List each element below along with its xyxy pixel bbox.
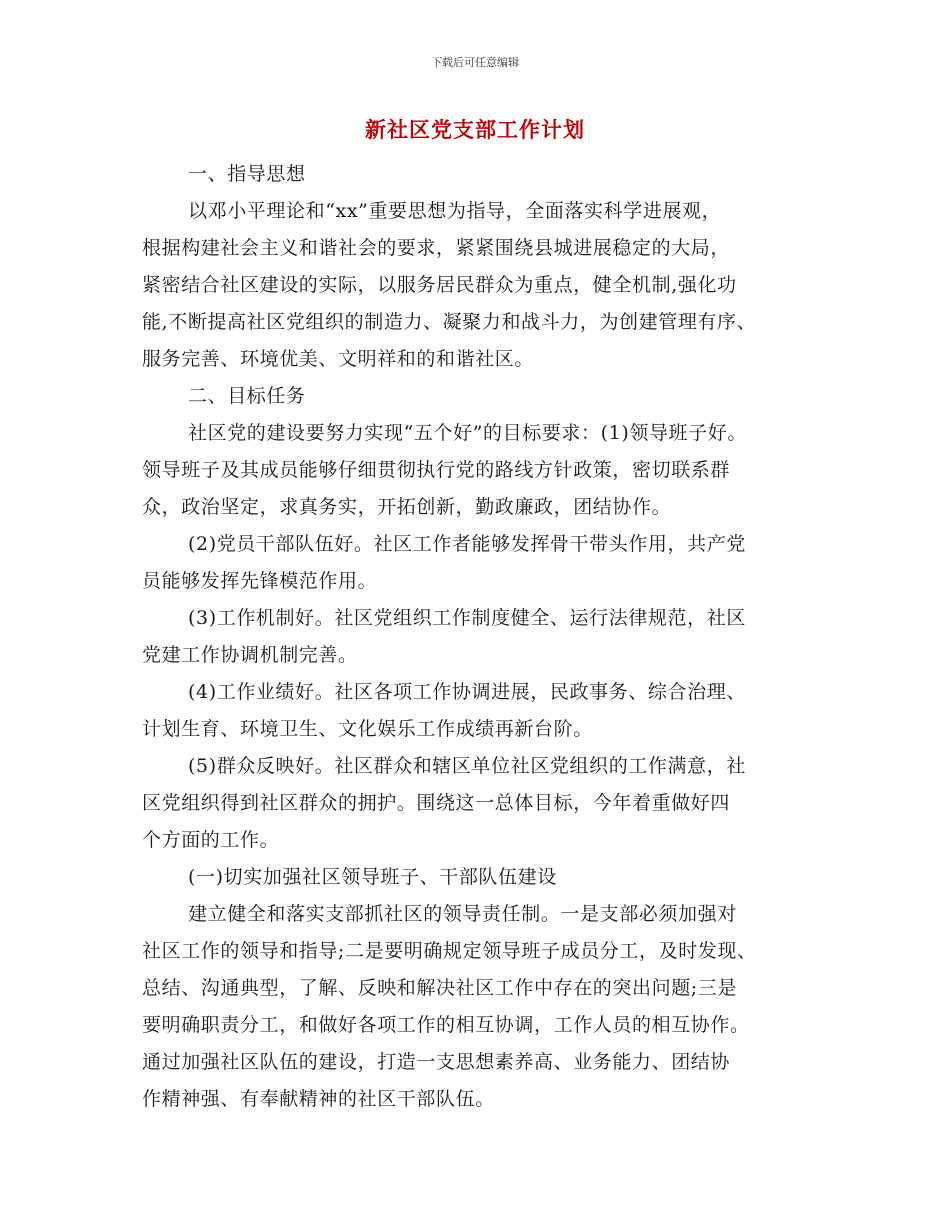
text-line: 个方面的工作。 <box>142 829 280 851</box>
text-line: 社区党的建设要努力实现“五个好”的目标要求：(1)领导班子好。 <box>188 422 747 444</box>
text-line: 作精神强、有奉献精神的社区干部队伍。 <box>142 1088 495 1110</box>
text-line: 领导班子及其成员能够仔细贯彻执行党的路线方针政策，密切联系群 <box>142 459 731 481</box>
text-line: 根据构建社会主义和谐社会的要求，紧紧围绕县城进展稳定的大局， <box>142 237 731 259</box>
text-line: 一、指导思想 <box>188 163 306 185</box>
text-line: (一)切实加强社区领导班子、干部队伍建设 <box>188 866 557 888</box>
text-line: (4)工作业绩好。社区各项工作协调进展，民政事务、综合治理、 <box>188 681 746 703</box>
text-line: 计划生育、环境卫生、文化娱乐工作成绩再新台阶。 <box>142 718 593 740</box>
text-line: 紧密结合社区建设的实际，以服务居民群众为重点，健全机制,强化功 <box>142 274 737 296</box>
header-note: 下载后可任意编辑 <box>431 56 519 69</box>
text-line: (5)群众反映好。社区群众和辖区单位社区党组织的工作满意，社 <box>188 755 746 777</box>
text-line: (3)工作机制好。社区党组织工作制度健全、运行法律规范，社区 <box>188 607 746 629</box>
document-title: 新社区党支部工作计划 <box>365 117 585 142</box>
text-line: 总结、沟通典型，了解、反映和解决社区工作中存在的突出问题;三是 <box>142 977 738 999</box>
text-line: 二、目标任务 <box>188 385 306 407</box>
text-line: 区党组织得到社区群众的拥护。围绕这一总体目标，今年着重做好四 <box>142 792 731 814</box>
text-line: 员能够发挥先锋模范作用。 <box>142 570 378 592</box>
text-line: 党建工作协调机制完善。 <box>142 644 358 666</box>
text-line: 众，政治坚定，求真务实，开拓创新，勤政廉政，团结协作。 <box>142 496 672 518</box>
text-line: 通过加强社区队伍的建设，打造一支思想素养高、业务能力、团结协 <box>142 1051 731 1073</box>
text-line: 以邓小平理论和“xx”重要思想为指导，全面落实科学进展观， <box>188 200 722 222</box>
text-line: 服务完善、环境优美、文明祥和的和谐社区。 <box>142 348 535 370</box>
text-line: 要明确职责分工，和做好各项工作的相互协调，工作人员的相互协作。 <box>142 1014 750 1036</box>
text-line: 建立健全和落实支部抓社区的领导责任制。一是支部必须加强对 <box>188 903 737 925</box>
document-body <box>142 156 822 1118</box>
text-line: 社区工作的领导和指导;二是要明确规定领导班子成员分工，及时发现、 <box>142 940 757 962</box>
text-line: (2)党员干部队伍好。社区工作者能够发挥骨干带头作用，共产党 <box>188 533 746 555</box>
text-line: 能,不断提高社区党组织的制造力、凝聚力和战斗力，为创建管理有序、 <box>142 311 757 333</box>
